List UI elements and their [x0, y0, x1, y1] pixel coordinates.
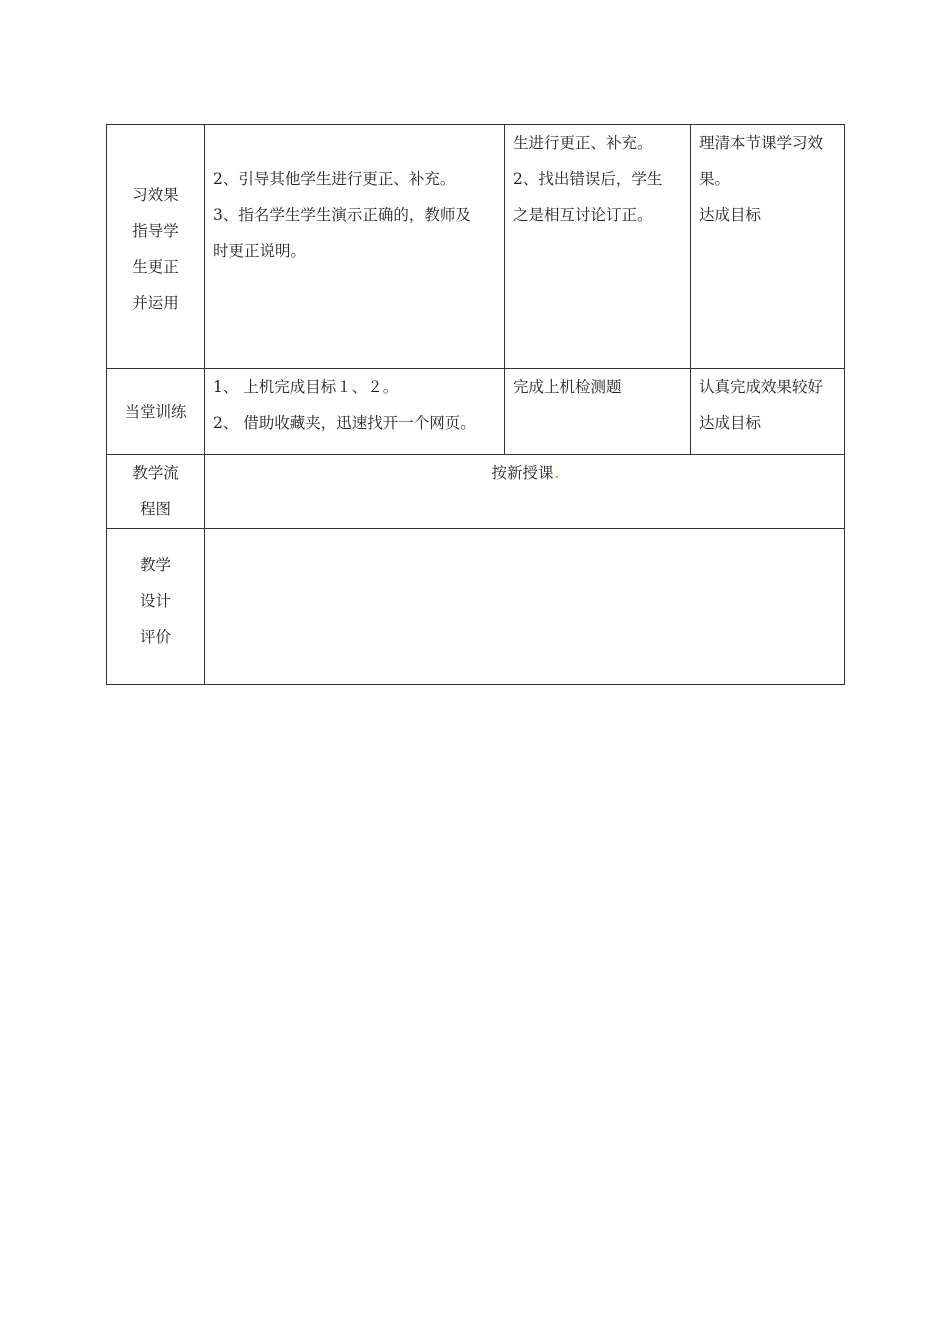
row-label-cell — [107, 125, 205, 369]
row-label-cell — [107, 529, 205, 685]
cell-text-line: 时更正说明。 — [213, 242, 307, 260]
row-label-line: 评价 — [139, 628, 171, 646]
design-intent-cell — [691, 125, 845, 369]
row-label-line: 当堂训练 — [124, 402, 187, 421]
row-label-line: 习效果 — [132, 185, 179, 204]
evaluation-cell — [205, 529, 845, 685]
row-label-line: 教学 — [139, 556, 171, 574]
table-row — [107, 455, 845, 529]
row-label-cell — [107, 455, 205, 529]
cell-text-line: 2、 借助收藏夹，迅速找开一个网页。 — [213, 414, 476, 432]
edit-mark-icon — [556, 476, 558, 478]
flowchart-text: 按新授课 — [213, 455, 836, 491]
cell-text-line: 1、 上机完成目标１、２。 — [213, 378, 399, 396]
table-row — [107, 369, 845, 455]
flowchart-cell — [205, 455, 845, 529]
cell-text-line: 2、引导其他学生进行更正、补充。 — [213, 170, 456, 188]
teacher-activity-cell — [205, 369, 505, 455]
design-intent-cell — [691, 369, 845, 455]
cell-text-line: 之是相互讨论订正。 — [513, 206, 653, 224]
cell-text-line: 完成上机检测题 — [513, 378, 622, 396]
row-label-line: 设计 — [139, 592, 171, 610]
cell-text-line: 3、指名学生学生演示正确的，教师及 — [213, 206, 471, 224]
row-label-line: 程图 — [139, 500, 171, 518]
teacher-activity-cell — [205, 125, 505, 369]
lesson-plan-table — [106, 124, 845, 685]
cell-text-line: 果。 — [699, 170, 731, 188]
row-label-line: 教学流 — [132, 464, 179, 482]
row-label-line: 生更正 — [132, 257, 179, 276]
student-activity-cell — [505, 125, 691, 369]
cell-text-line: 达成目标 — [699, 206, 762, 224]
table-row — [107, 529, 845, 685]
cell-text-line: 理清本节课学习效 — [699, 134, 824, 152]
cell-text-line: 达成目标 — [699, 414, 762, 432]
row-label-line: 指导学 — [132, 221, 179, 240]
row-label-cell — [107, 369, 205, 455]
student-activity-cell — [505, 369, 691, 455]
row-label-line: 并运用 — [132, 293, 179, 312]
cell-text-line: 认真完成效果较好 — [699, 378, 824, 396]
table-row — [107, 125, 845, 369]
cell-text-line: 生进行更正、补充。 — [513, 134, 653, 152]
cell-text-line: 2、找出错误后，学生 — [513, 170, 663, 188]
